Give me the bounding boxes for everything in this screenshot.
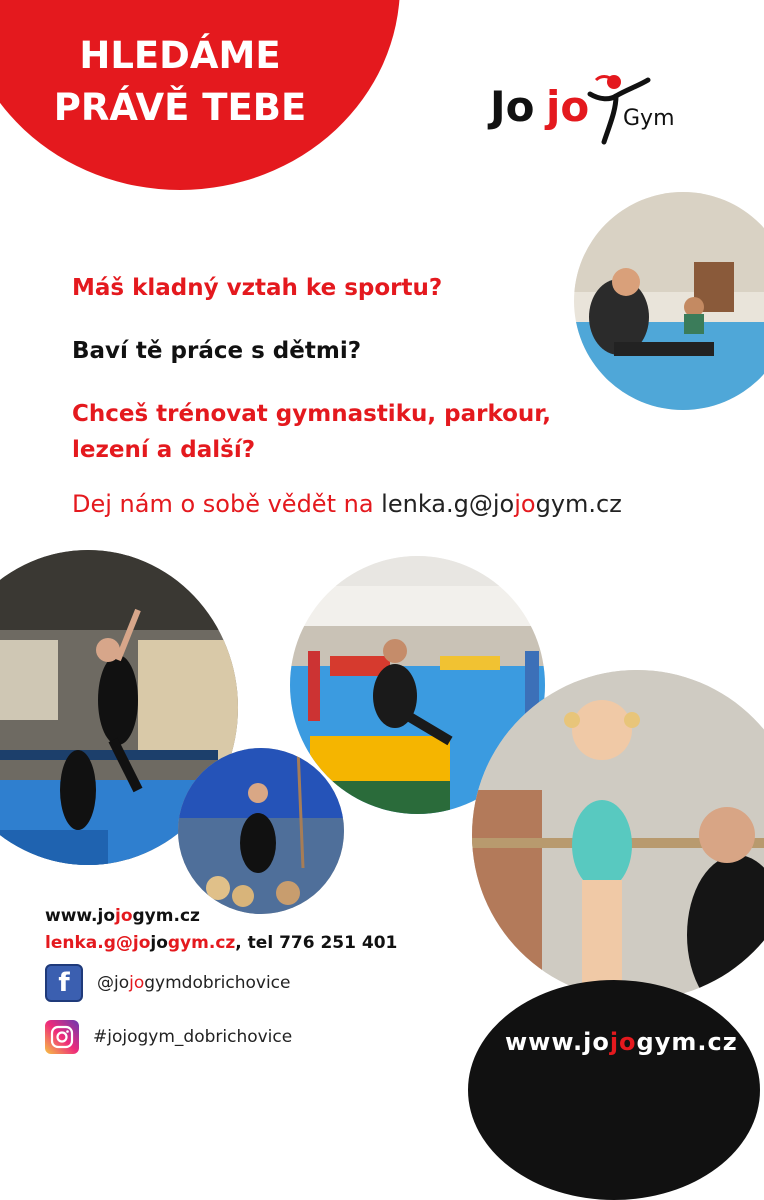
fb-part: gymdobrichovice (144, 973, 291, 993)
photo-stretching-class (574, 192, 764, 410)
jojogym-logo (490, 70, 690, 150)
mail-part: gym.cz (167, 933, 236, 953)
email-link[interactable] (45, 933, 235, 953)
contact-email-link[interactable] (381, 490, 622, 518)
hero-line-2: PRÁVĚ TEBE (53, 86, 307, 129)
facebook-handle (97, 973, 290, 993)
logo-part-jo: Jo (490, 82, 535, 131)
email-part-red: jo (514, 490, 536, 518)
question-training: Chceš trénovat gymnastiku, parkour, lezení a další? (72, 401, 551, 463)
contact-invitation (72, 490, 622, 518)
email-phone-line (45, 933, 397, 953)
hero-line-1: HLEDÁME (79, 34, 281, 77)
logo-part-jo-red: jo (546, 82, 590, 131)
email-part: lenka.g@jo (381, 490, 515, 518)
logo-part-gym: Gym (623, 106, 675, 131)
facebook-icon: f (45, 964, 83, 1002)
mail-part: lenka.g@jo (45, 933, 151, 953)
mail-part-dark: jo (150, 933, 168, 953)
url-part-red: jo (609, 1028, 637, 1056)
site-part: www.jo (45, 906, 115, 926)
photo-kids-rings (178, 748, 344, 914)
url-part: www.jo (505, 1028, 610, 1056)
phone-number: , tel 776 251 401 (235, 933, 398, 953)
site-part: gym.cz (132, 906, 200, 926)
url-part: gym.cz (636, 1028, 738, 1056)
fb-part-red: jo (129, 973, 145, 993)
site-part-red: jo (115, 906, 133, 926)
facebook-row[interactable] (45, 965, 290, 1001)
question-children: Baví tě práce s dětmi? (72, 338, 362, 364)
fb-part: @jo (97, 973, 130, 993)
bottom-website-link[interactable] (505, 1028, 738, 1056)
question-sport: Máš kladný vztah ke sportu? (72, 275, 443, 301)
contact-lead-text: Dej nám o sobě vědět na (72, 490, 374, 518)
hero-title (30, 30, 330, 134)
instagram-hashtag: #jojogym_dobrichovice (93, 1027, 293, 1047)
website-link[interactable] (45, 906, 200, 926)
instagram-row[interactable] (45, 1019, 292, 1055)
email-part: gym.cz (535, 490, 622, 518)
bottom-black-circle (468, 980, 760, 1200)
instagram-icon (45, 1020, 79, 1054)
